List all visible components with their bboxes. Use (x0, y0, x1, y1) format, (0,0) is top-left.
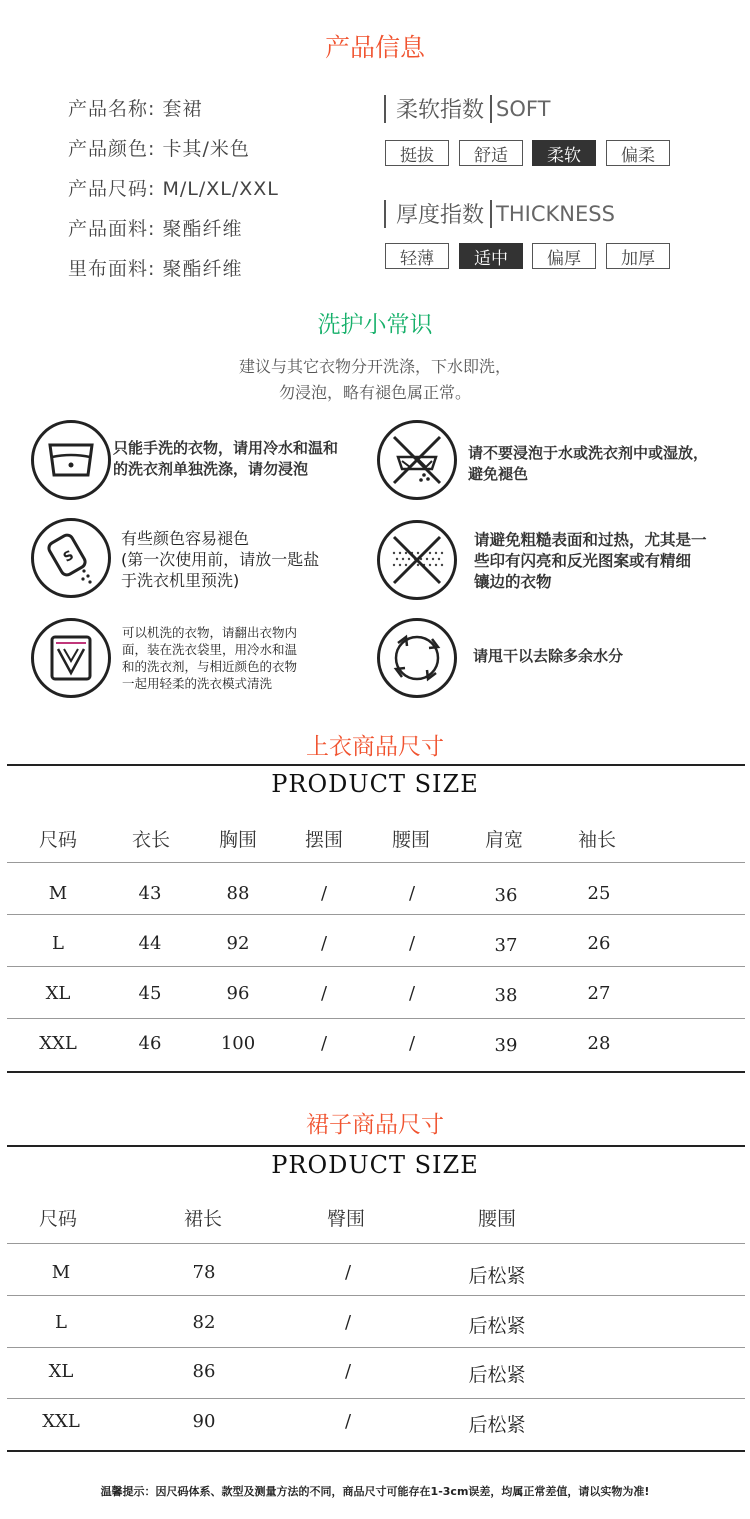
top-table-divider (7, 914, 745, 915)
softness-option: 挺拔 (385, 140, 449, 166)
footnote: 温馨提示：因尺码体系、款型及测量方法的不同，商品尺寸可能存在1-3cm误差，均属正常差值，请以实物为准! (100, 1485, 650, 1498)
skirt-cell: XL (48, 1361, 74, 1382)
top-cell: 44 (138, 933, 162, 954)
top-cell: / (408, 983, 416, 1004)
softness-option: 偏柔 (606, 140, 670, 166)
top-cell: XXL (39, 1033, 77, 1054)
skirt-cell: 后松紧 (468, 1315, 526, 1337)
skirt-cell: 86 (192, 1361, 216, 1382)
laundry-bag-icon (31, 618, 111, 698)
top-header-shoulder: 肩宽 (484, 829, 524, 851)
care-desc-3: 有些颜色容易褪色 (第一次使用前，请放一匙盐 于洗衣机里预洗) (121, 529, 320, 590)
no-soak-icon (377, 420, 457, 500)
salt-icon (31, 518, 111, 598)
skirt-table-divider (7, 1243, 745, 1244)
skirt-cell: / (344, 1312, 352, 1333)
top-size-subtitle: PRODUCT SIZE (271, 770, 479, 798)
info-row-name: 产品名称: 套裙 (68, 98, 203, 120)
info-row-color: 产品颜色: 卡其/米色 (68, 138, 250, 160)
svg-text:S: S (61, 547, 77, 566)
top-cell: / (408, 933, 416, 954)
softness-index-heading: 柔软指数 SOFT (384, 93, 550, 124)
thickness-option: 偏厚 (532, 243, 596, 269)
care-desc-2: 请不要浸泡于水或洗衣剂中或湿放， 避免褪色 (468, 444, 709, 483)
care-desc-4: 请避免粗糙表面和过热，尤其是一 些印有闪亮和反光图案或有精细 镶边的衣物 (474, 531, 707, 591)
care-desc-5: 可以机洗的衣物，请翻出衣物内 面，装在洗衣袋里，用冷水和温 和的洗衣剂，与相近颜色的衣物 一起用轻柔的洗衣模式清洗 (122, 625, 298, 691)
top-table-divider (7, 862, 745, 863)
top-header-size: 尺码 (38, 829, 78, 851)
care-title: 洗护小常识 (317, 312, 433, 338)
top-cell: / (320, 933, 328, 954)
skirt-size-title: 裙子商品尺寸 (306, 1112, 444, 1138)
skirt-cell: 后松紧 (468, 1414, 526, 1436)
top-header-length: 衣长 (131, 829, 171, 851)
skirt-cell: / (344, 1361, 352, 1382)
top-cell: / (320, 883, 328, 904)
top-cell: 25 (587, 883, 611, 904)
info-row-lining: 里布面料: 聚酯纤维 (68, 258, 243, 280)
skirt-table-divider (7, 1398, 745, 1399)
care-desc-6: 请甩干以去除多余水分 (473, 647, 624, 665)
skirt-cell: L (55, 1312, 67, 1333)
top-size-title: 上衣商品尺寸 (306, 734, 444, 760)
top-cell: 26 (587, 933, 611, 954)
care-desc-1: 只能手洗的衣物，请用冷水和温和 的洗衣剂单独洗涤，请勿浸泡 (113, 439, 339, 478)
skirt-cell: M (51, 1262, 71, 1283)
skirt-header-size: 尺码 (38, 1208, 78, 1230)
skirt-table-divider (7, 1295, 745, 1296)
top-cell: 39 (494, 1035, 518, 1056)
thickness-option: 轻薄 (385, 243, 449, 269)
top-cell: / (408, 883, 416, 904)
skirt-header-length: 裙长 (183, 1208, 223, 1230)
thickness-option: 加厚 (606, 243, 670, 269)
top-header-sleeve: 袖长 (577, 829, 617, 851)
skirt-cell: 78 (192, 1262, 216, 1283)
top-cell: 27 (587, 983, 611, 1004)
info-row-size: 产品尺码: M/L/XL/XXL (68, 178, 279, 200)
top-cell: 37 (494, 935, 518, 956)
no-rough-surface-icon (377, 520, 457, 600)
hand-wash-icon (31, 420, 111, 500)
skirt-cell: 后松紧 (468, 1364, 526, 1386)
top-cell: 92 (226, 933, 250, 954)
top-cell: 28 (587, 1033, 611, 1054)
top-header-hem: 摆围 (304, 829, 344, 851)
top-cell: 88 (226, 883, 250, 904)
softness-option: 舒适 (459, 140, 523, 166)
care-intro-line-2: 勿浸泡，略有褪色属正常。 (278, 383, 471, 402)
product-info-title: 产品信息 (324, 33, 425, 62)
skirt-cell: / (344, 1262, 352, 1283)
top-table-divider (7, 966, 745, 967)
thickness-index-heading: 厚度指数 THICKNESS (384, 198, 615, 229)
skirt-header-hip: 臀围 (326, 1208, 366, 1230)
spin-dry-icon (377, 618, 457, 698)
skirt-size-subtitle: PRODUCT SIZE (271, 1151, 479, 1179)
skirt-cell: / (344, 1411, 352, 1432)
skirt-cell: XXL (42, 1411, 80, 1432)
top-cell: / (320, 983, 328, 1004)
top-cell: 100 (220, 1033, 256, 1054)
top-header-chest: 胸围 (218, 829, 258, 851)
skirt-header-waist: 腰围 (477, 1208, 517, 1230)
info-row-fabric: 产品面料: 聚酯纤维 (68, 218, 243, 240)
top-cell: / (320, 1033, 328, 1054)
skirt-cell: 后松紧 (468, 1265, 526, 1287)
thickness-option-selected: 适中 (459, 243, 523, 269)
top-table-border-top (7, 764, 745, 766)
top-cell: 43 (138, 883, 162, 904)
top-cell: 96 (226, 983, 250, 1004)
top-cell: 45 (138, 983, 162, 1004)
top-cell: M (48, 883, 68, 904)
skirt-table-border-bottom (7, 1450, 745, 1452)
top-header-waist: 腰围 (391, 829, 431, 851)
top-table-border-bottom (7, 1071, 745, 1073)
skirt-cell: 90 (192, 1411, 216, 1432)
skirt-table-divider (7, 1347, 745, 1348)
top-cell: / (408, 1033, 416, 1054)
top-table-divider (7, 1018, 745, 1019)
top-cell: 38 (494, 985, 518, 1006)
softness-option-selected: 柔软 (532, 140, 596, 166)
top-cell: 36 (494, 885, 518, 906)
skirt-cell: 82 (192, 1312, 216, 1333)
skirt-table-border-top (7, 1145, 745, 1147)
care-intro-line-1: 建议与其它衣物分开洗涤，下水即洗， (238, 357, 511, 376)
top-cell: L (52, 933, 64, 954)
top-cell: XL (45, 983, 71, 1004)
top-cell: 46 (138, 1033, 162, 1054)
